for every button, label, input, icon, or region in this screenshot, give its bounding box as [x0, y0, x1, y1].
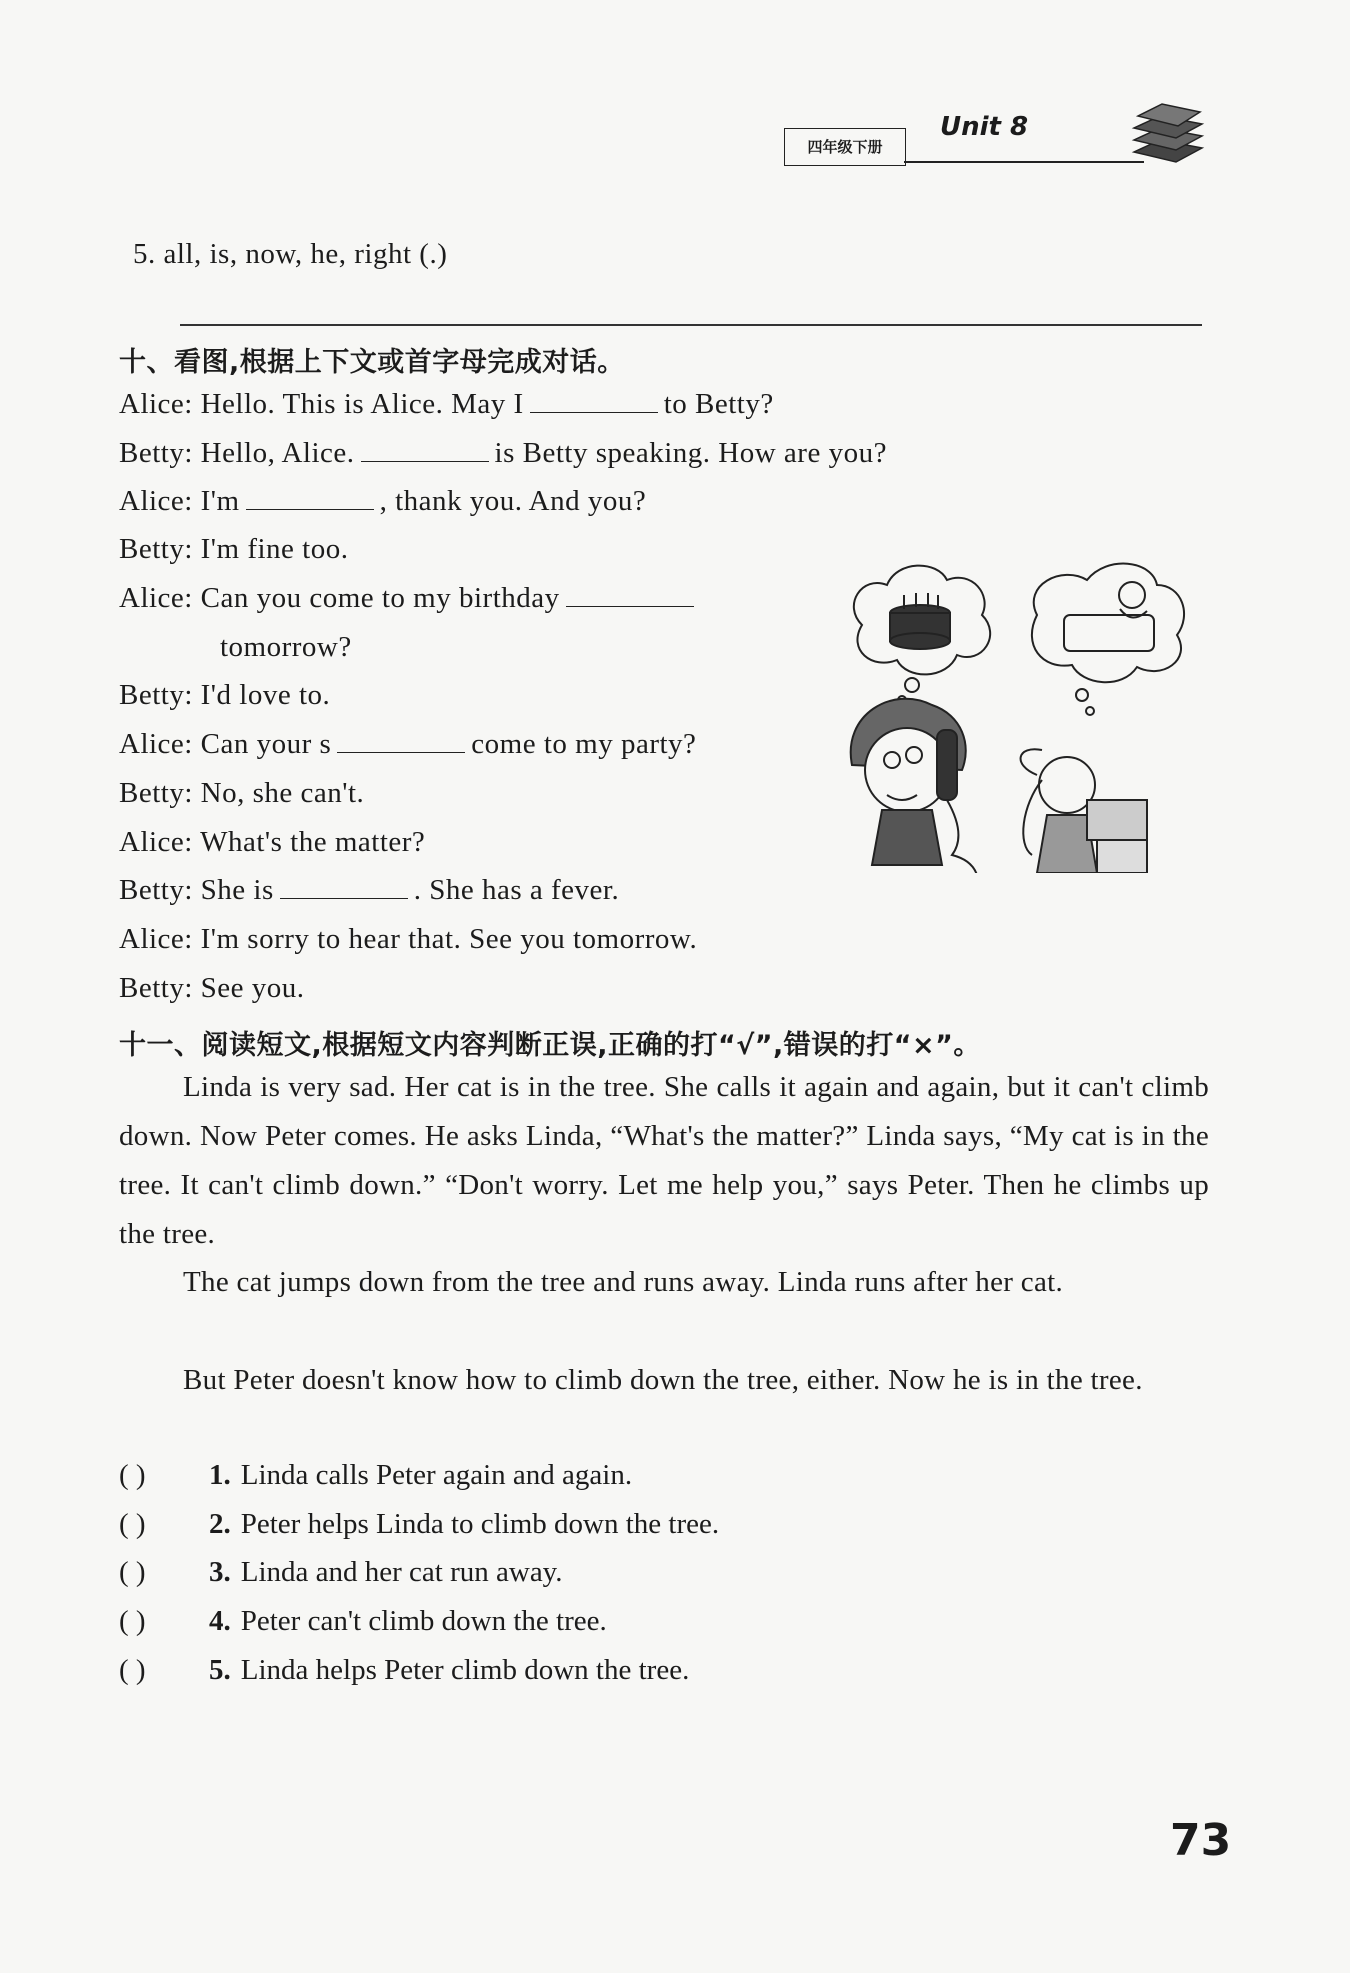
- passage-paragraph-3: [119, 1356, 1209, 1405]
- unit-title: Unit 8: [940, 112, 1029, 142]
- grade-label: 四年级下册: [784, 128, 906, 166]
- dialogue-line-5: [119, 582, 700, 615]
- paragraph-text: Linda is very sad. Her cat is in the tree. She calls it again and again, but it can't climb down. Now Peter comes. He asks Linda, “What's the matter?” Linda says, “My cat is in the tree. It can't climb down.” “Don't worry. Let me help you,” says Peter. Then he climbs up the tree.: [119, 1071, 1209, 1250]
- answer-line: [180, 324, 1202, 326]
- paragraph-text: The cat jumps down from the tree and runs away. Linda runs after her cat.: [183, 1266, 1064, 1298]
- answer-paren[interactable]: ( ): [119, 1459, 146, 1491]
- statement-text: Linda helps Peter climb down the tree.: [240, 1654, 690, 1686]
- speaker: Betty:: [119, 679, 193, 711]
- line-text: Hello. This is Alice. May I: [200, 388, 524, 420]
- speaker: Betty:: [119, 533, 193, 565]
- answer-paren[interactable]: ( ): [119, 1605, 146, 1637]
- paragraph-text: But Peter doesn't know how to climb down the tree, either. Now he is in the tree.: [183, 1364, 1143, 1396]
- statement-number: 5.: [209, 1654, 231, 1686]
- dialogue-line-2: [119, 437, 887, 470]
- statement-text: Linda and her cat run away.: [240, 1556, 563, 1588]
- answer-paren[interactable]: ( ): [119, 1654, 146, 1686]
- answer-paren[interactable]: ( ): [119, 1556, 146, 1588]
- dialogue-line-continuation: tomorrow?: [220, 631, 352, 663]
- statement-3: [119, 1556, 563, 1589]
- speaker: Alice:: [119, 728, 193, 760]
- dialogue-line-12: [119, 972, 305, 1005]
- line-text: , thank you. And you?: [379, 485, 647, 517]
- section-10-title: 十、看图,根据上下文或首字母完成对话。: [119, 347, 625, 378]
- statement-5: [119, 1654, 689, 1687]
- sick-girl-in-bed-icon: [1064, 582, 1154, 651]
- speaker: Betty:: [119, 972, 193, 1004]
- blank[interactable]: [566, 584, 694, 607]
- dialogue-line-3: [119, 485, 646, 518]
- speaker: Alice:: [119, 388, 193, 420]
- line-text: See you.: [200, 972, 305, 1004]
- answer-paren[interactable]: ( ): [119, 1508, 146, 1540]
- speaker: Betty:: [119, 777, 193, 809]
- passage-paragraph-2: [119, 1258, 1209, 1307]
- statement-4: [119, 1605, 607, 1638]
- header-rule: [904, 161, 1144, 163]
- statement-text: Linda calls Peter again and again.: [240, 1459, 633, 1491]
- line-text: come to my party?: [471, 728, 697, 760]
- page-number: 73: [1170, 1815, 1232, 1866]
- birthday-cake-icon: [890, 593, 950, 649]
- passage-paragraph-1: [119, 1063, 1209, 1259]
- statement-number: 4.: [209, 1605, 231, 1637]
- speaker: Alice:: [119, 485, 193, 517]
- line-text: Hello, Alice.: [200, 437, 355, 469]
- dialogue-line-1: [119, 388, 774, 421]
- blank[interactable]: [530, 390, 658, 413]
- line-text: . She has a fever.: [413, 874, 620, 906]
- statement-number: 3.: [209, 1556, 231, 1588]
- thought-bubble: [1032, 564, 1184, 683]
- dialogue-line-9: [119, 826, 425, 859]
- girl-on-phone-icon: [1021, 749, 1147, 873]
- dialogue-line-4: [119, 533, 348, 566]
- statement-number: 1.: [209, 1459, 231, 1491]
- line-text: Can you come to my birthday: [200, 582, 560, 614]
- dialogue-line-10: [119, 874, 619, 907]
- speaker: Alice:: [119, 923, 193, 955]
- statement-2: [119, 1508, 719, 1541]
- line-text: I'm: [200, 485, 240, 517]
- blank[interactable]: [337, 730, 465, 753]
- line-text: I'd love to.: [200, 679, 331, 711]
- phone-call-illustration: [832, 555, 1210, 873]
- blank[interactable]: [280, 876, 408, 899]
- question-5: 5. all, is, now, he, right (.): [133, 238, 448, 270]
- statement-text: Peter can't climb down the tree.: [240, 1605, 607, 1637]
- line-text: I'm fine too.: [200, 533, 349, 565]
- line-text: What's the matter?: [200, 826, 426, 858]
- speaker: Betty:: [119, 874, 193, 906]
- section-11-title: 十一、阅读短文,根据短文内容判断正误,正确的打“√”,错误的打“×”。: [119, 1030, 981, 1061]
- speaker: Alice:: [119, 826, 193, 858]
- statement-text: Peter helps Linda to climb down the tree.: [240, 1508, 720, 1540]
- line-text: is Betty speaking. How are you?: [494, 437, 887, 469]
- blank[interactable]: [246, 487, 374, 510]
- line-text: No, she can't.: [200, 777, 365, 809]
- girl-on-phone-icon: [851, 699, 977, 873]
- line-text: to Betty?: [663, 388, 774, 420]
- books-icon: [1128, 96, 1208, 168]
- line-text: She is: [200, 874, 274, 906]
- statement-1: [119, 1459, 632, 1492]
- speaker: Betty:: [119, 437, 193, 469]
- dialogue-line-8: [119, 777, 364, 810]
- dialogue-line-6: [119, 679, 330, 712]
- blank[interactable]: [361, 439, 489, 462]
- line-text: Can your s: [200, 728, 332, 760]
- dialogue-line-7: [119, 728, 696, 761]
- speaker: Alice:: [119, 582, 193, 614]
- dialogue-line-11: [119, 923, 697, 956]
- statement-number: 2.: [209, 1508, 231, 1540]
- line-text: I'm sorry to hear that. See you tomorrow.: [200, 923, 698, 955]
